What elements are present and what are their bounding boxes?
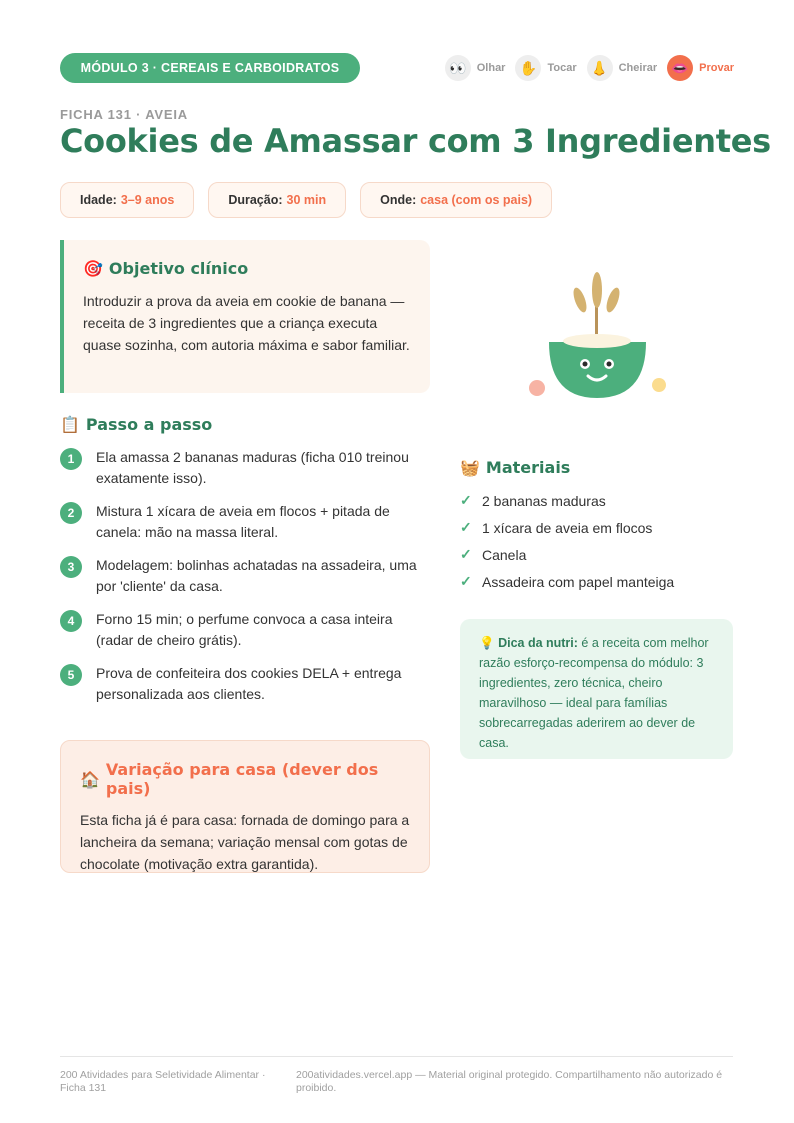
bowl-pupil-left — [583, 362, 588, 367]
materials-heading — [460, 458, 570, 477]
sense-label: Cheirar — [618, 62, 658, 74]
materials-title: Materiais — [485, 458, 571, 477]
steps-list — [60, 447, 430, 717]
oat-grain-right — [604, 286, 622, 314]
objective-title: Objetivo clínico — [108, 259, 249, 278]
oat-grain-center — [592, 272, 602, 308]
tip-label: Dica da nutri: — [498, 636, 578, 650]
chip-value: 3–9 anos — [120, 193, 175, 207]
list-item — [60, 609, 430, 651]
house-icon: 🏠 — [80, 769, 100, 789]
nutritionist-tip — [460, 619, 733, 759]
list-item — [460, 514, 674, 541]
check-icon: ✓ — [460, 573, 472, 589]
decor-dot-pink — [529, 380, 545, 396]
materials-list — [460, 487, 674, 595]
step-number: 4 — [60, 610, 82, 632]
variation-heading — [80, 760, 410, 798]
oat-bowl-illustration — [518, 268, 678, 402]
variation-text: Esta ficha já é para casa: fornada de domingo para a lancheira da semana; variação mensal com gotas de chocolate (motivação extra garantida). — [80, 812, 410, 872]
list-item — [60, 501, 430, 543]
check-icon: ✓ — [460, 546, 472, 562]
step-text: Mistura 1 xícara de aveia em flocos + pitada de canela: mão na massa literal. — [96, 503, 390, 540]
objective-card — [60, 240, 430, 393]
list-item — [460, 568, 674, 595]
list-item — [60, 447, 430, 489]
target-icon: 🎯 — [83, 259, 103, 278]
sense-label: Tocar — [547, 62, 577, 74]
sense-label: Provar — [699, 62, 734, 74]
page-title: Cookies de Amassar com 3 Ingredientes — [60, 122, 771, 160]
objective-text: Introduzir a prova da aveia em cookie de banana — receita de 3 ingredientes que a criança executa quase sozinha, com autoria máxima e sabor familiar. — [83, 293, 410, 353]
sense-touch — [515, 55, 576, 81]
variation-card — [60, 740, 430, 873]
material-text: 1 xícara de aveia em flocos — [482, 519, 653, 536]
chip-value: casa (com os pais) — [420, 193, 533, 207]
footer-source: 200 Atividades para Seletividade Alimentar · Ficha 131 — [60, 1069, 266, 1094]
steps-heading — [60, 415, 212, 434]
step-text: Ela amassa 2 bananas maduras (ficha 010 treinou exatamente isso). — [96, 449, 409, 486]
sense-look — [445, 55, 506, 81]
steps-title: Passo a passo — [85, 415, 213, 434]
material-text: 2 bananas maduras — [482, 492, 606, 509]
oat-stem — [595, 304, 598, 336]
oat-grain-left — [571, 286, 589, 314]
sense-label: Olhar — [476, 62, 506, 74]
check-icon: ✓ — [460, 492, 472, 508]
step-number: 3 — [60, 556, 82, 578]
nose-icon: 👃 — [587, 55, 613, 81]
mouth-icon: 👄 — [667, 55, 693, 81]
step-text: Prova de confeiteira dos cookies DELA + entrega personalizada aos clientes. — [96, 665, 402, 702]
sense-smell — [587, 55, 658, 81]
objective-heading — [83, 259, 410, 278]
decor-dot-yellow — [652, 378, 666, 392]
check-icon: ✓ — [460, 519, 472, 535]
step-text: Modelagem: bolinhas achatadas na assadeira, uma por 'cliente' da casa. — [96, 557, 417, 594]
material-text: Assadeira com papel manteiga — [482, 573, 675, 590]
step-number: 1 — [60, 448, 82, 470]
lightbulb-icon: 💡 — [479, 636, 495, 650]
chip-label: Onde: — [380, 193, 417, 207]
bowl-pupil-right — [607, 362, 612, 367]
footer-copyright: 200atividades.vercel.app — Material original protegido. Compartilhamento não autorizado é proibido. — [296, 1069, 723, 1094]
chip-value: 30 min — [286, 193, 327, 207]
list-item — [460, 487, 674, 514]
age-chip — [60, 182, 194, 218]
tip-text: é a receita com melhor razão esforço-recompensa do módulo: 3 ingredientes, zero técnica, cheiro maravilhoso — ideal para famílias sobrecarregadas aderirem ao dever de casa. — [479, 636, 709, 750]
bowl-filling — [563, 334, 631, 348]
chip-label: Duração: — [228, 193, 283, 207]
location-chip — [360, 182, 552, 218]
list-item — [60, 555, 430, 597]
duration-chip — [208, 182, 346, 218]
senses-bar — [445, 54, 734, 82]
step-number: 5 — [60, 664, 82, 686]
sense-taste — [667, 55, 734, 81]
list-item — [460, 541, 674, 568]
step-text: Forno 15 min; o perfume convoca a casa inteira (radar de cheiro grátis). — [96, 611, 393, 648]
chip-label: Idade: — [80, 193, 117, 207]
material-text: Canela — [482, 546, 527, 563]
hand-icon: ✋ — [515, 55, 541, 81]
bowl-body — [549, 342, 646, 398]
module-badge: MÓDULO 3 · CEREAIS E CARBOIDRATOS — [60, 53, 360, 83]
step-number: 2 — [60, 502, 82, 524]
variation-title: Variação para casa (dever dos pais) — [105, 760, 379, 798]
eyes-icon: 👀 — [445, 55, 471, 81]
info-chips — [60, 182, 552, 218]
list-item — [60, 663, 430, 705]
basket-icon: 🧺 — [460, 458, 480, 477]
page-footer — [60, 1056, 733, 1095]
sheet-kicker: FICHA 131 · AVEIA — [60, 107, 188, 122]
clipboard-icon: 📋 — [60, 415, 80, 434]
